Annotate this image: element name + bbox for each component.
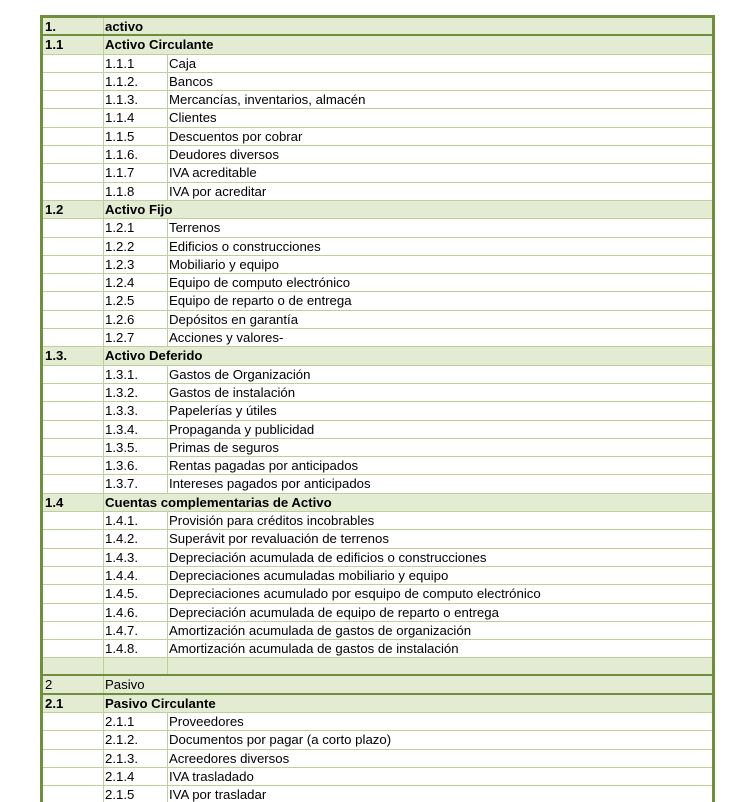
grid-line bbox=[103, 640, 104, 657]
group-code: 2 bbox=[45, 677, 53, 693]
account-code: 1.4.4. bbox=[105, 567, 138, 583]
account-label: Depreciación acumulada de equipo de reparto o entrega bbox=[169, 604, 499, 620]
account-label: IVA acreditable bbox=[169, 165, 257, 181]
account-label: Mercancías, inventarios, almacén bbox=[169, 92, 366, 108]
account-label: Acreedores diversos bbox=[169, 750, 290, 766]
section-code: 1.4 bbox=[45, 494, 64, 510]
account-code: 1.1.1 bbox=[105, 55, 135, 71]
grid-line bbox=[103, 256, 104, 273]
group-label: activo bbox=[105, 19, 144, 34]
grid-line bbox=[103, 18, 104, 34]
account-row bbox=[43, 549, 712, 567]
grid-line bbox=[103, 604, 104, 621]
account-row bbox=[43, 128, 712, 146]
grid-line bbox=[167, 146, 168, 163]
grid-line bbox=[103, 457, 104, 474]
grid-line bbox=[103, 274, 104, 291]
account-label: IVA por acreditar bbox=[169, 183, 267, 199]
grid-line bbox=[103, 36, 104, 53]
grid-line bbox=[103, 164, 104, 181]
grid-line bbox=[103, 585, 104, 602]
account-row bbox=[43, 274, 712, 292]
account-label: Deudores diversos bbox=[169, 147, 279, 163]
grid-line bbox=[167, 91, 168, 108]
grid-line bbox=[167, 238, 168, 255]
grid-line bbox=[167, 640, 168, 657]
group-label: Pasivo bbox=[105, 677, 145, 693]
grid-line bbox=[167, 55, 168, 72]
account-row bbox=[43, 183, 712, 201]
account-label: IVA trasladado bbox=[169, 768, 254, 784]
grid-line bbox=[167, 292, 168, 309]
account-code: 1.1.3. bbox=[105, 92, 138, 108]
account-row bbox=[43, 238, 712, 256]
account-row bbox=[43, 768, 712, 786]
grid-line bbox=[103, 439, 104, 456]
grid-line bbox=[103, 494, 104, 511]
account-code: 2.1.4 bbox=[105, 768, 135, 784]
grid-line bbox=[167, 421, 168, 438]
account-row bbox=[43, 604, 712, 622]
account-row bbox=[43, 402, 712, 420]
grid-line bbox=[167, 786, 168, 802]
account-row bbox=[43, 786, 712, 802]
grid-line bbox=[103, 219, 104, 236]
account-row bbox=[43, 146, 712, 164]
account-row bbox=[43, 457, 712, 475]
account-label: Depósitos en garantía bbox=[169, 311, 299, 327]
grid-line bbox=[103, 695, 104, 712]
account-row bbox=[43, 292, 712, 310]
account-code: 1.2.4 bbox=[105, 275, 135, 291]
grid-line bbox=[167, 713, 168, 730]
account-code: 1.2.7 bbox=[105, 330, 135, 346]
grid-line bbox=[167, 109, 168, 126]
grid-line bbox=[103, 786, 104, 802]
grid-line bbox=[103, 109, 104, 126]
account-code: 1.4.5. bbox=[105, 586, 138, 602]
account-code: 1.3.3. bbox=[105, 403, 138, 419]
account-label: Proveedores bbox=[169, 713, 244, 729]
section-code: 2.1 bbox=[45, 695, 64, 711]
section-label: Activo Circulante bbox=[105, 37, 214, 53]
grid-line bbox=[167, 73, 168, 90]
section-header-row bbox=[43, 347, 712, 365]
grid-line bbox=[167, 311, 168, 328]
grid-line bbox=[167, 439, 168, 456]
account-row bbox=[43, 530, 712, 548]
grid-line bbox=[167, 512, 168, 529]
grid-line bbox=[103, 530, 104, 547]
grid-line bbox=[167, 549, 168, 566]
grid-line bbox=[103, 347, 104, 364]
account-code: 1.2.5 bbox=[105, 293, 135, 309]
account-code: 1.3.5. bbox=[105, 439, 138, 455]
grid-line bbox=[103, 658, 104, 674]
account-row bbox=[43, 219, 712, 237]
account-code: 1.3.1. bbox=[105, 366, 138, 382]
account-code: 1.2.6 bbox=[105, 311, 135, 327]
grid-line bbox=[167, 475, 168, 492]
account-code: 1.1.6. bbox=[105, 147, 138, 163]
grid-line bbox=[103, 402, 104, 419]
account-label: Acciones y valores- bbox=[169, 330, 284, 346]
account-code: 1.1.8 bbox=[105, 183, 135, 199]
account-label: Depreciación acumulada de edificios o construcciones bbox=[169, 549, 487, 565]
account-code: 1.4.6. bbox=[105, 604, 138, 620]
grid-line bbox=[167, 183, 168, 200]
account-label: IVA por trasladar bbox=[169, 787, 267, 802]
grid-line bbox=[103, 292, 104, 309]
blank-row bbox=[43, 658, 712, 676]
group-header-row bbox=[43, 676, 712, 694]
account-row bbox=[43, 329, 712, 347]
grid-line bbox=[103, 475, 104, 492]
grid-line bbox=[103, 549, 104, 566]
account-label: Rentas pagadas por anticipados bbox=[169, 458, 359, 474]
account-label: Depreciaciones acumuladas mobiliario y equipo bbox=[169, 567, 449, 583]
grid-line bbox=[167, 457, 168, 474]
account-label: Equipo de reparto o de entrega bbox=[169, 293, 352, 309]
account-code: 1.2.3 bbox=[105, 256, 135, 272]
account-row bbox=[43, 750, 712, 768]
grid-line bbox=[167, 750, 168, 767]
grid-line bbox=[167, 768, 168, 785]
grid-line bbox=[103, 146, 104, 163]
section-code: 1.1 bbox=[45, 37, 64, 53]
group-header-row bbox=[43, 18, 712, 36]
grid-line bbox=[103, 128, 104, 145]
account-label: Edificios o construcciones bbox=[169, 238, 321, 254]
grid-line bbox=[103, 366, 104, 383]
account-label: Primas de seguros bbox=[169, 439, 279, 455]
grid-line bbox=[167, 622, 168, 639]
grid-line bbox=[103, 567, 104, 584]
account-row bbox=[43, 55, 712, 73]
account-label: Bancos bbox=[169, 73, 213, 89]
grid-line bbox=[103, 91, 104, 108]
account-row bbox=[43, 585, 712, 603]
account-row bbox=[43, 91, 712, 109]
account-code: 1.4.3. bbox=[105, 549, 138, 565]
account-code: 1.3.7. bbox=[105, 476, 138, 492]
account-label: Intereses pagados por anticipados bbox=[169, 476, 371, 492]
account-label: Amortización acumulada de gastos de organización bbox=[169, 622, 472, 638]
grid-line bbox=[167, 219, 168, 236]
account-label: Superávit por revaluación de terrenos bbox=[169, 531, 389, 547]
account-code: 2.1.2. bbox=[105, 732, 138, 748]
account-code: 1.1.7 bbox=[105, 165, 135, 181]
group-code: 1. bbox=[45, 19, 56, 34]
section-header-row bbox=[43, 201, 712, 219]
grid-line bbox=[167, 366, 168, 383]
grid-line bbox=[103, 384, 104, 401]
grid-line bbox=[103, 768, 104, 785]
account-code: 2.1.5 bbox=[105, 787, 135, 802]
grid-line bbox=[103, 238, 104, 255]
grid-line bbox=[167, 128, 168, 145]
grid-line bbox=[103, 201, 104, 218]
account-row bbox=[43, 713, 712, 731]
grid-line bbox=[167, 329, 168, 346]
account-code: 1.4.1. bbox=[105, 513, 138, 529]
account-code: 1.3.4. bbox=[105, 421, 138, 437]
grid-line bbox=[103, 622, 104, 639]
account-label: Provisión para créditos incobrables bbox=[169, 513, 375, 529]
chart-of-accounts-table bbox=[40, 15, 715, 802]
grid-line bbox=[167, 585, 168, 602]
section-header-row bbox=[43, 36, 712, 54]
account-row bbox=[43, 640, 712, 658]
account-row bbox=[43, 622, 712, 640]
account-row bbox=[43, 421, 712, 439]
account-row bbox=[43, 256, 712, 274]
grid-line bbox=[167, 402, 168, 419]
grid-line bbox=[167, 256, 168, 273]
account-code: 1.2.1 bbox=[105, 220, 135, 236]
account-label: Terrenos bbox=[169, 220, 221, 236]
account-label: Descuentos por cobrar bbox=[169, 128, 303, 144]
account-code: 1.4.8. bbox=[105, 641, 138, 657]
grid-line bbox=[103, 311, 104, 328]
account-label: Depreciaciones acumulado por esquipo de computo electrónico bbox=[169, 586, 541, 602]
account-label: Documentos por pagar (a corto plazo) bbox=[169, 732, 392, 748]
account-label: Gastos de instalación bbox=[169, 384, 296, 400]
grid-line bbox=[167, 164, 168, 181]
grid-line bbox=[103, 750, 104, 767]
grid-line bbox=[103, 183, 104, 200]
section-label: Activo Deferido bbox=[105, 348, 203, 364]
account-code: 2.1.3. bbox=[105, 750, 138, 766]
account-label: Papelerías y útiles bbox=[169, 403, 277, 419]
account-row bbox=[43, 475, 712, 493]
account-row bbox=[43, 109, 712, 127]
grid-line bbox=[103, 73, 104, 90]
account-label: Propaganda y publicidad bbox=[169, 421, 315, 437]
account-code: 1.2.2 bbox=[105, 238, 135, 254]
section-code: 1.2 bbox=[45, 201, 64, 217]
grid-line bbox=[103, 55, 104, 72]
account-code: 1.1.2. bbox=[105, 73, 138, 89]
account-row bbox=[43, 384, 712, 402]
section-header-row bbox=[43, 695, 712, 713]
account-row bbox=[43, 567, 712, 585]
section-code: 1.3. bbox=[45, 348, 67, 364]
grid-line bbox=[167, 658, 168, 674]
account-code: 1.1.4 bbox=[105, 110, 135, 126]
grid-line bbox=[167, 384, 168, 401]
account-label: Caja bbox=[169, 55, 197, 71]
account-label: Amortización acumulada de gastos de instalación bbox=[169, 641, 459, 657]
section-label: Pasivo Circulante bbox=[105, 695, 216, 711]
account-label: Clientes bbox=[169, 110, 217, 126]
account-label: Mobiliario y equipo bbox=[169, 256, 279, 272]
account-row bbox=[43, 366, 712, 384]
grid-line bbox=[103, 676, 104, 692]
section-label: Activo Fijo bbox=[105, 201, 173, 217]
account-code: 1.3.2. bbox=[105, 384, 138, 400]
account-label: Equipo de computo electrónico bbox=[169, 275, 351, 291]
grid-line bbox=[167, 567, 168, 584]
section-label: Cuentas complementarias de Activo bbox=[105, 494, 332, 510]
account-code: 1.3.6. bbox=[105, 458, 138, 474]
grid-line bbox=[103, 713, 104, 730]
grid-line bbox=[103, 731, 104, 748]
account-code: 1.4.7. bbox=[105, 622, 138, 638]
grid-line bbox=[103, 421, 104, 438]
account-row bbox=[43, 439, 712, 457]
grid-line bbox=[103, 329, 104, 346]
account-row bbox=[43, 164, 712, 182]
account-label: Gastos de Organización bbox=[169, 366, 311, 382]
account-row bbox=[43, 311, 712, 329]
account-code: 1.4.2. bbox=[105, 531, 138, 547]
account-code: 2.1.1 bbox=[105, 713, 135, 729]
account-row bbox=[43, 512, 712, 530]
account-code: 1.1.5 bbox=[105, 128, 135, 144]
account-row bbox=[43, 731, 712, 749]
grid-line bbox=[167, 274, 168, 291]
grid-line bbox=[103, 512, 104, 529]
grid-line bbox=[167, 731, 168, 748]
grid-line bbox=[167, 530, 168, 547]
section-header-row bbox=[43, 494, 712, 512]
grid-line bbox=[167, 604, 168, 621]
account-row bbox=[43, 73, 712, 91]
